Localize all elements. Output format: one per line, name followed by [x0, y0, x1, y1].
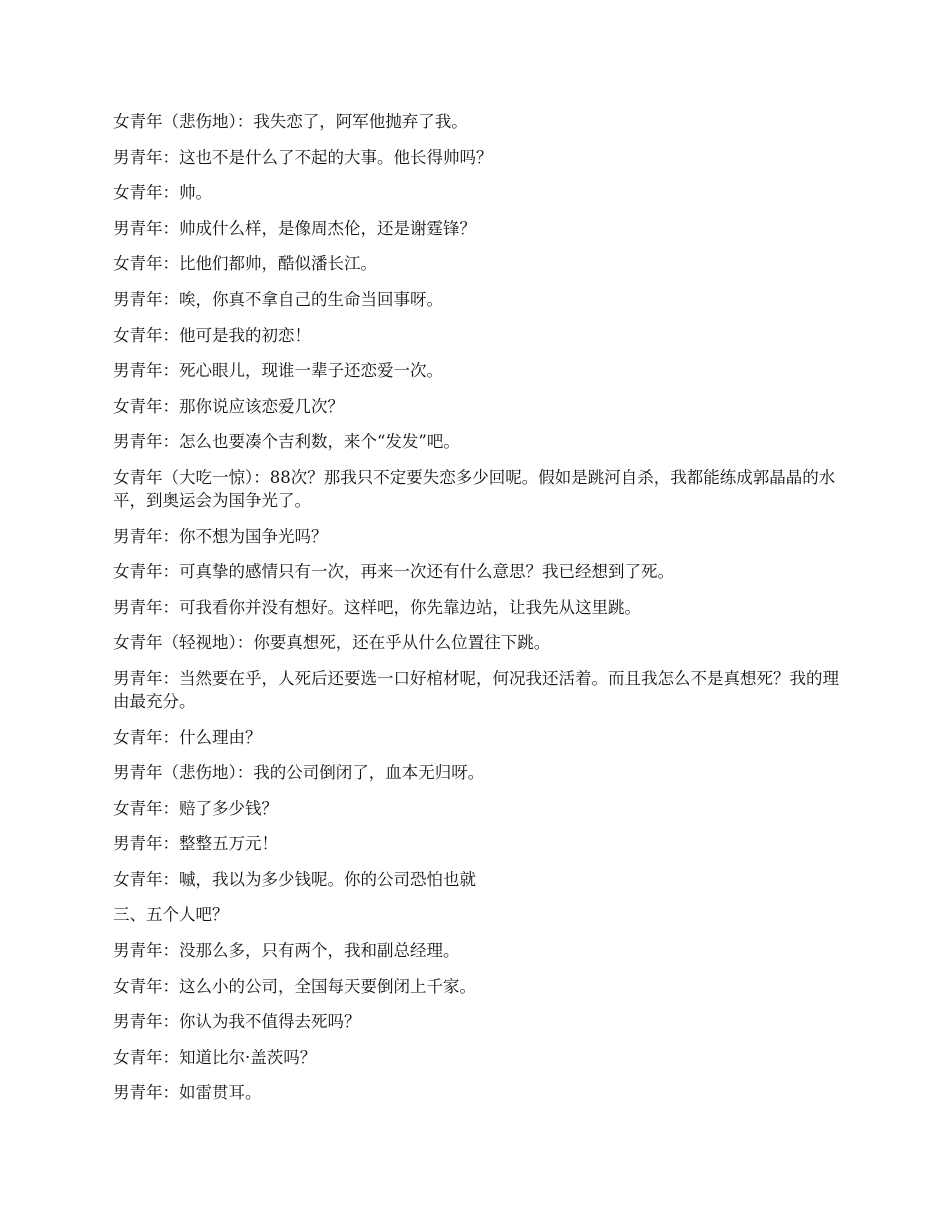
dialogue-line: 男青年：你认为我不值得去死吗？ — [113, 1012, 361, 1032]
document-body — [113, 110, 848, 1117]
dialogue-line: 男青年：怎么也要凑个吉利数，来个“发发”吧。 — [113, 432, 460, 452]
dialogue-line: 女青年：比他们都帅，酷似潘长江。 — [113, 254, 377, 274]
dialogue-line: 女青年：那你说应该恋爱几次？ — [113, 396, 344, 416]
dialogue-line: 男青年：可我看你并没有想好。这样吧，你先靠边站，让我先从这里跳。 — [113, 597, 641, 617]
dialogue-line: 男青年：没那么多，只有两个，我和副总经理。 — [113, 941, 460, 961]
dialogue-line: 女青年：赔了多少钱？ — [113, 798, 278, 818]
dialogue-line: 男青年：你不想为国争光吗？ — [113, 526, 328, 546]
dialogue-line: 女青年（轻视地）：你要真想死，还在乎从什么位置往下跳。 — [113, 633, 551, 653]
dialogue-line: 女青年（大吃一惊）：88次？那我只不定要失恋多少回呢。假如是跳河自杀，我都能练成郭晶晶的水平，到奥运会为国争光了。 — [113, 467, 836, 510]
dialogue-line: 女青年：嘁，我以为多少钱呢。你的公司恐怕也就 — [113, 869, 476, 889]
dialogue-line: 女青年：帅。 — [113, 183, 212, 203]
dialogue-line: 男青年（悲伤地）：我的公司倒闭了，血本无归呀。 — [113, 763, 485, 783]
dialogue-line: 三、五个人吧？ — [113, 905, 229, 925]
dialogue-line: 男青年：死心眼儿，现谁一辈子还恋爱一次。 — [113, 361, 443, 381]
dialogue-line: 男青年：整整五万元！ — [113, 834, 278, 854]
dialogue-line: 男青年：如雷贯耳。 — [113, 1083, 262, 1103]
dialogue-line: 女青年（悲伤地）：我失恋了，阿军他抛弃了我。 — [113, 112, 468, 131]
dialogue-line: 男青年：当然要在乎，人死后还要选一口好棺材呢，何况我还活着。而且我怎么不是真想死？我的理由最充分。 — [113, 668, 839, 711]
dialogue-line: 男青年：唉，你真不拿自己的生命当回事呀。 — [113, 289, 443, 309]
dialogue-line: 女青年：可真挚的感情只有一次，再来一次还有什么意思？我已经想到了死。 — [113, 562, 674, 582]
dialogue-line: 男青年：这也不是什么了不起的大事。他长得帅吗？ — [113, 147, 493, 167]
dialogue-line: 女青年：知道比尔·盖茨吗？ — [113, 1047, 317, 1067]
dialogue-line: 女青年：这么小的公司，全国每天要倒闭上千家。 — [113, 976, 476, 996]
dialogue-line: 男青年：帅成什么样，是像周杰伦，还是谢霆锋？ — [113, 218, 476, 238]
dialogue-line: 女青年：他可是我的初恋！ — [113, 325, 311, 345]
dialogue-line: 女青年：什么理由？ — [113, 727, 262, 747]
